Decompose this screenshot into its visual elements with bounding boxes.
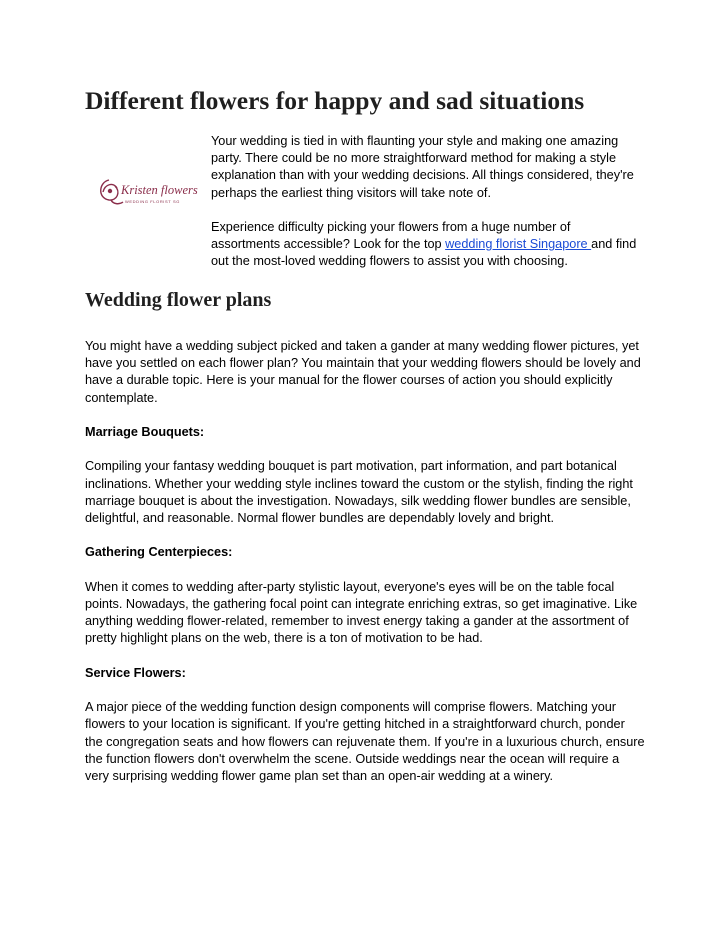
intro-paragraph-2: Experience difficulty picking your flowers from a huge number of assortments accessible? Look for the top wedding florist Singapore and find out the most-loved wedding flowers to assist you with choosing. [211,220,637,269]
centerpieces-paragraph: When it comes to wedding after-party stylistic layout, everyone's eyes will be on the table focal points. Nowadays, the gathering focal point can integrate enriching extras, so get imaginative. Like anything wedding flower-related, remember to invest energy taking a gander at the assortment of pretty highlight plans on the web, there is a ton of motivation to be had. [85,579,638,646]
bouquets-paragraph: Compiling your fantasy wedding bouquet is part motivation, part information, and part botanical inclinations. Whether your wedding style inclines toward the custom or the stylish, finding the right marriage bouquet is about the investigation. Nowadays, silk wedding flower bundles are sensible, delightful, and reasonable. Normal flower bundles are dependably lovely and bright. [85,459,633,525]
section-intro-paragraph: You might have a wedding subject picked and taken a gander at many wedding flower pictures, yet have you settled on each flower plan? You maintain that your wedding flowers should be lovely and have a durable topic. Here is your manual for the flower courses of action you should explicitly contemplate. [85,339,641,405]
bouquets-heading: Marriage Bouquets: [85,425,205,439]
logo-name: Kristen flowers [121,183,198,197]
section-body [85,338,645,802]
service-flowers-paragraph: A major piece of the wedding function design components will comprise flowers. Matching your flowers to your location is significant. If you're getting hitched in a straightforward church, ponder the congregation seats and how flowers can rejuvenate them. If you're in a luxurious church, ensure the function flowers don't overwhelm the scene. Outside weddings near the ocean will require a very surprising wedding flower game plan set than an open-air wedding at a winery. [85,700,645,783]
centerpieces-heading: Gathering Centerpieces: [85,545,233,560]
intro-section [85,133,640,271]
page-title: Different flowers for happy and sad situations [85,86,585,115]
wedding-florist-link[interactable]: wedding florist Singapore [445,237,592,252]
logo-tagline: WEDDING FLORIST SG [125,199,180,204]
intro-paragraph-1: Your wedding is tied in with flaunting your style and making one amazing party. There could be no more straightforward method for making a style explanation than with your wedding decisions. All things considered, they're perhaps the earliest thing visitors will take note of. [211,134,634,200]
service-flowers-heading: Service Flowers: [85,665,186,680]
section-heading: Wedding flower plans [85,289,272,311]
